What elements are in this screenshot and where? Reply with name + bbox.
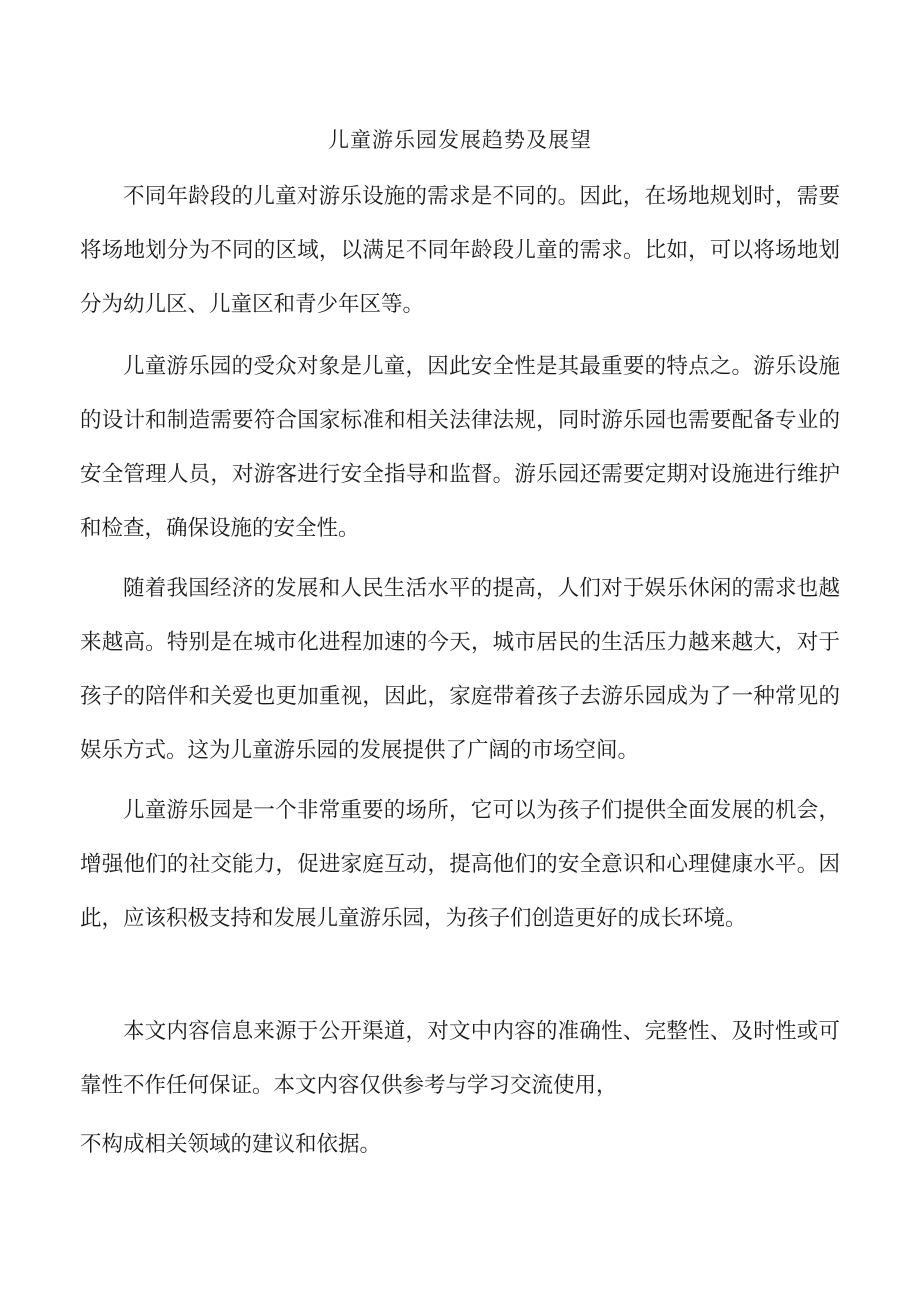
paragraph-safety: 儿童游乐园的受众对象是儿童，因此安全性是其最重要的特点之。游乐设施的设计和制造需要符合国家标准和相关法律法规，同时游乐园也需要配备专业的安全管理人员，对游客进行安全指导和监督。游乐园还需要定期对设施进行维护和检查，确保设施的安全性。 [80,354,840,541]
paragraph-disclaimer: 本文内容信息来源于公开渠道，对文中内容的准确性、完整性、及时性或可靠性不作任何保证。本文内容仅供参考与学习交流使用， [80,1019,840,1098]
paragraph-market: 随着我国经济的发展和人民生活水平的提高，人们对于娱乐休闲的需求也越来越高。特别是在城市化进程加速的今天，城市居民的生活压力越来越大，对于孩子的陪伴和关爱也更加重视，因此，家庭带着孩子去游乐园成为了一种常见的娱乐方式。这为儿童游乐园的发展提供了广阔的市场空间。 [80,576,840,763]
paragraph-age-zones: 不同年龄段的儿童对游乐设施的需求是不同的。因此，在场地规划时，需要将场地划分为不同的区域，以满足不同年龄段儿童的需求。比如，可以将场地划分为幼儿区、儿童区和青少年区等。 [80,184,840,317]
document-title: 儿童游乐园发展趋势及展望 [328,128,592,152]
closing-line: 不构成相关领域的建议和依据。 [80,1132,382,1157]
paragraph-importance: 儿童游乐园是一个非常重要的场所，它可以为孩子们提供全面发展的机会，增强他们的社交能力，促进家庭互动，提高他们的安全意识和心理健康水平。因此，应该积极支持和发展儿童游乐园，为孩子们创造更好的成长环境。 [80,798,840,931]
